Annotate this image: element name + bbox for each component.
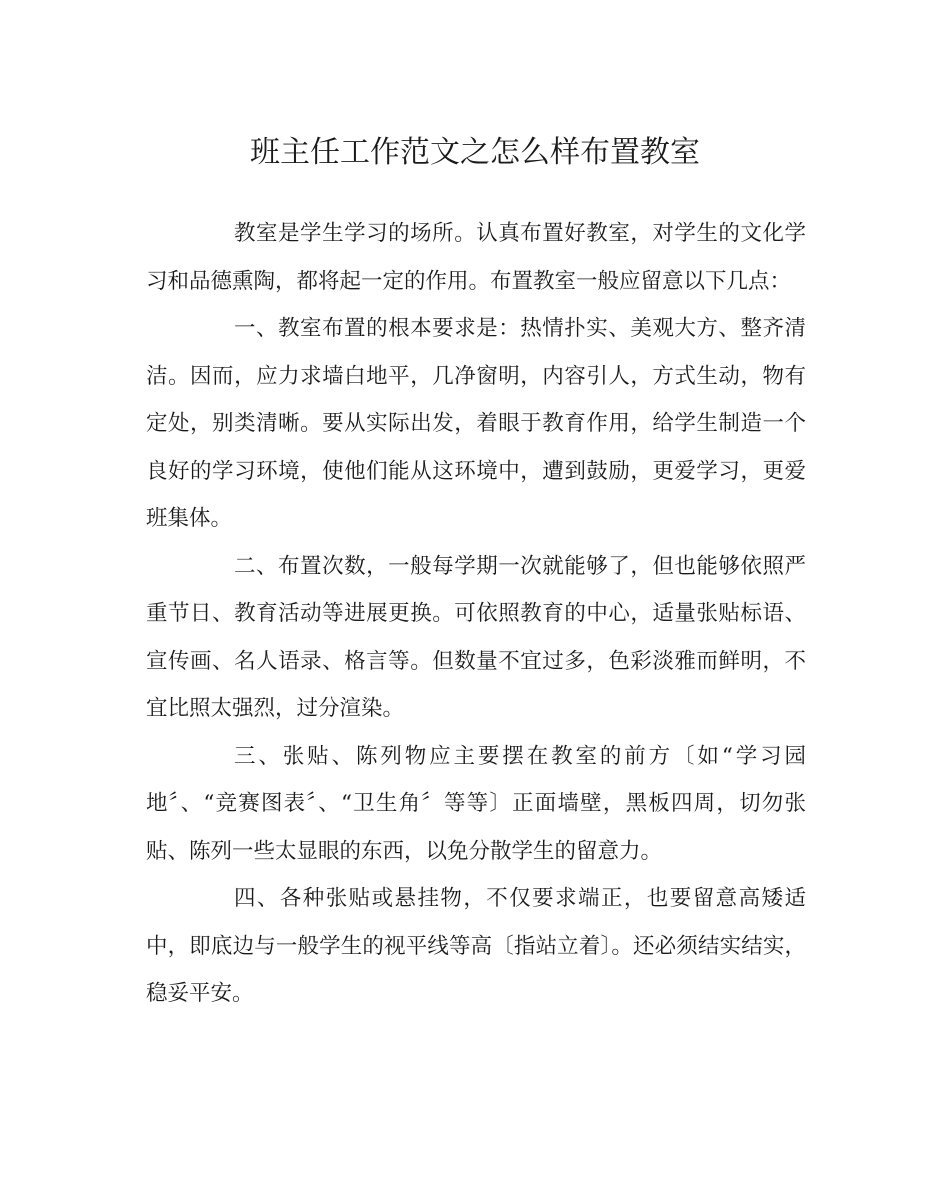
- paragraph-point-3: 三、张贴、陈列物应主要摆在教室的前方〔如“学习园地〞、“竞赛图表〞、“卫生角〞等等〕正面墙壁，黑板四周，切勿张贴、陈列一些太显眼的东西，以免分散学生的留意力。: [146, 743, 806, 864]
- document-title: 班主任工作范文之怎么样布置教室: [250, 135, 700, 170]
- paragraph-intro: 教室是学生学习的场所。认真布置好教室，对学生的文化学习和品德熏陶，都将起一定的作用。布置教室一般应留意以下几点：: [146, 221, 806, 294]
- paragraph-point-2: 二、布置次数，一般每学期一次就能够了，但也能够依照严重节日、教育活动等进展更换。可依照教育的中心，适量张贴标语、宣传画、名人语录、格言等。但数量不宜过多，色彩淡雅而鲜明，不宜比照太强烈，过分渲染。: [146, 553, 806, 721]
- paragraph-point-4: 四、各种张贴或悬挂物，不仅要求端正，也要留意高矮适中，即底边与一般学生的视平线等高〔指站立着〕。还必须结实结实，稳妥平安。: [146, 886, 806, 1006]
- document-body: [146, 210, 806, 1018]
- paragraph-point-1: 一、教室布置的根本要求是：热情扑实、美观大方、整齐清洁。因而，应力求墙白地平，几净窗明，内容引人，方式生动，物有定处，别类清晰。要从实际出发，着眼于教育作用，给学生制造一个良好的学习环境，使他们能从这环境中，遭到鼓励，更爱学习，更爱班集体。: [146, 316, 806, 531]
